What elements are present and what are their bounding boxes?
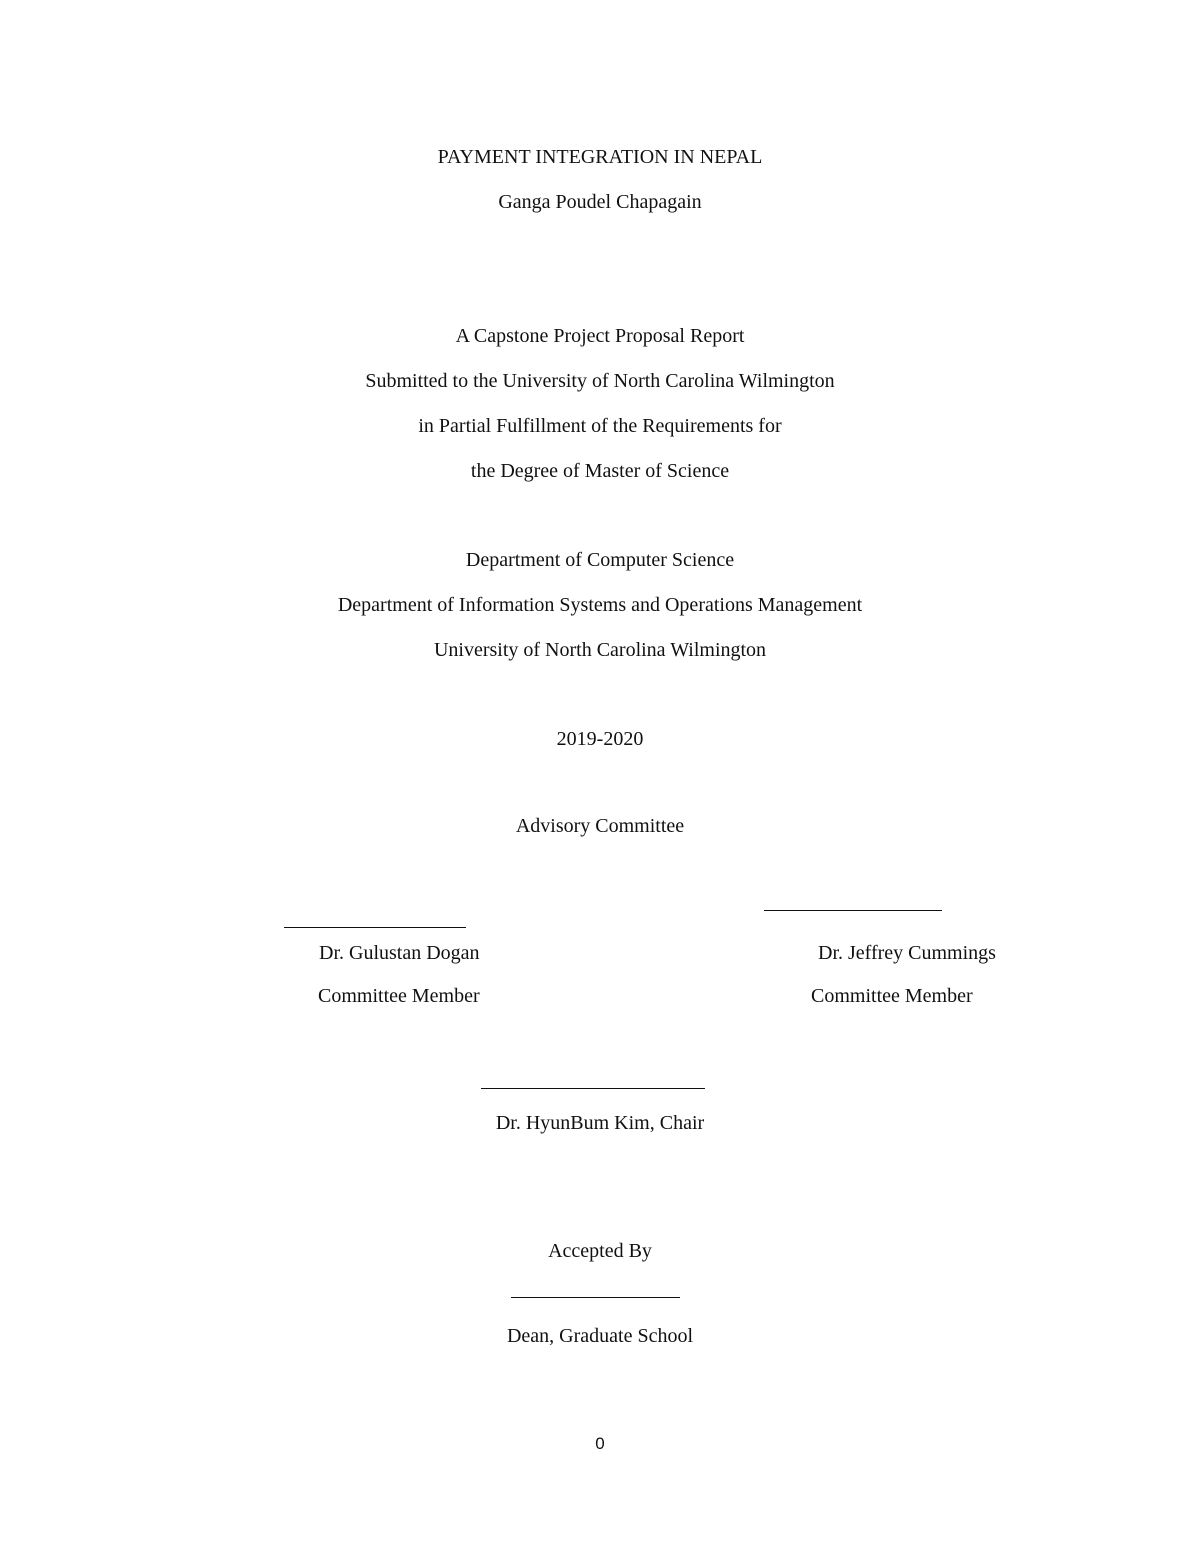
committee-member-right-role: Committee Member <box>811 985 973 1007</box>
proposal-line-2: Submitted to the University of North Carolina Wilmington <box>365 370 835 392</box>
signature-line-right <box>764 910 942 911</box>
university-name: University of North Carolina Wilmington <box>433 639 767 661</box>
page-number: 0 <box>595 1434 605 1453</box>
accepted-by-heading: Accepted By <box>548 1240 652 1262</box>
committee-member-right-name: Dr. Jeffrey Cummings <box>818 942 996 964</box>
proposal-line-4: the Degree of Master of Science <box>470 460 730 482</box>
dean-signer: Dean, Graduate School <box>506 1325 694 1347</box>
committee-chair: Dr. HyunBum Kim, Chair <box>495 1112 705 1134</box>
author-name: Ganga Poudel Chapagain <box>498 191 702 213</box>
proposal-line-3: in Partial Fulfillment of the Requirements for <box>418 415 782 437</box>
signature-line-dean <box>511 1297 680 1298</box>
advisory-committee-heading: Advisory Committee <box>515 815 685 837</box>
signature-line-left <box>284 927 466 928</box>
department-1: Department of Computer Science <box>465 549 735 571</box>
academic-year: 2019-2020 <box>556 728 644 750</box>
signature-line-chair <box>481 1088 705 1089</box>
committee-member-left-name: Dr. Gulustan Dogan <box>319 942 480 964</box>
document-title: PAYMENT INTEGRATION IN NEPAL <box>437 146 763 168</box>
committee-member-left-role: Committee Member <box>318 985 480 1007</box>
department-2: Department of Information Systems and Operations Management <box>337 594 863 616</box>
proposal-line-1: A Capstone Project Proposal Report <box>455 325 745 347</box>
